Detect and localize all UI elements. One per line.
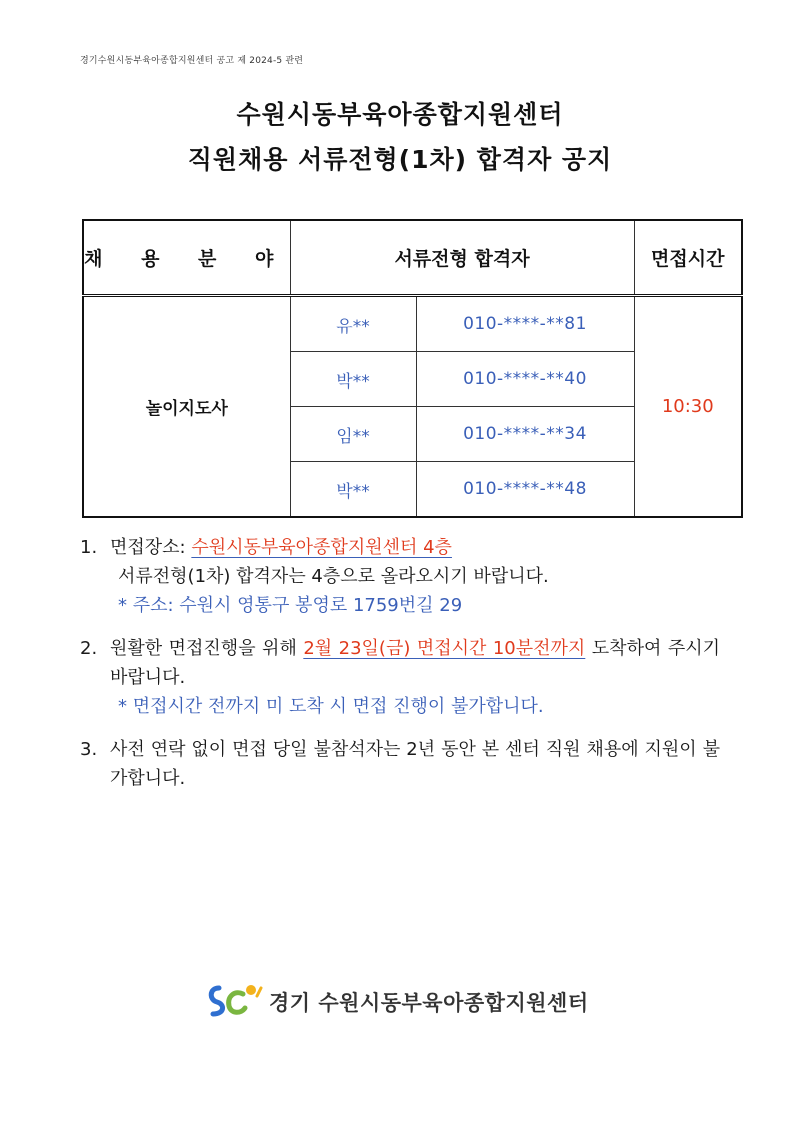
recruitment-field: 놀이지도사 [83,296,290,518]
notice-text: 원활한 면접진행을 위해 [110,638,304,659]
late-arrival-warning: * 면접시간 전까지 미 도착 시 면접 진행이 불가합니다. [118,696,544,717]
notice-number: 1. [80,537,98,558]
address-note: * 주소: 수원시 영통구 봉영로 1759번길 29 [118,595,463,616]
candidate-phone: 010-****-**40 [416,352,634,407]
candidate-name: 박** [290,462,416,518]
organization-name: 경기 수원시동부육아종합지원센터 [269,991,589,1015]
interview-place: 수원시동부육아종합지원센터 4층 [191,537,452,558]
notice-instruction: 서류전형(1차) 합격자는 4층으로 올라오시기 바랍니다. [118,566,549,587]
notice-list [80,533,720,793]
document-reference: 경기수원시동부육아종합지원센터 공고 제 2024-5 관련 [80,56,304,66]
header-recruitment-field: 채 용 분 야 [83,220,290,296]
place-label: 면접장소: [110,537,192,558]
arrival-deadline: 2월 23일(금) 면접시간 10분전까지 [303,638,586,659]
table-row [83,296,742,352]
notice-number: 3. [80,739,98,760]
page-title: 수원시동부육아종합지원센터 [236,100,564,129]
interview-time: 10:30 [634,296,742,518]
page-subtitle: 직원채용 서류전형(1차) 합격자 공지 [187,145,613,174]
notice-text: 도착하여 주시기 바랍니다. [110,638,720,688]
candidate-name: 박** [290,352,416,407]
candidate-name: 유** [290,296,416,352]
notice-text: 사전 연락 없이 면접 당일 불참석자는 2년 동안 본 센터 직원 채용에 지원이 불가합니다. [110,739,720,789]
table-header-row [83,220,742,296]
notice-line [110,533,720,562]
candidate-name: 임** [290,407,416,462]
notice-item-interview-place [80,533,720,620]
notice-item-arrival-time [80,634,720,721]
footer-logo [205,980,605,1024]
header-interview-time: 면접시간 [634,220,742,296]
candidate-phone: 010-****-**81 [416,296,634,352]
notice-item-absence-penalty [80,735,720,793]
header-document-passers: 서류전형 합격자 [290,220,634,296]
center-logo-icon [205,978,265,1026]
candidate-phone: 010-****-**48 [416,462,634,518]
notice-line [110,634,720,692]
results-table [82,219,743,518]
notice-number: 2. [80,638,98,659]
candidate-phone: 010-****-**34 [416,407,634,462]
